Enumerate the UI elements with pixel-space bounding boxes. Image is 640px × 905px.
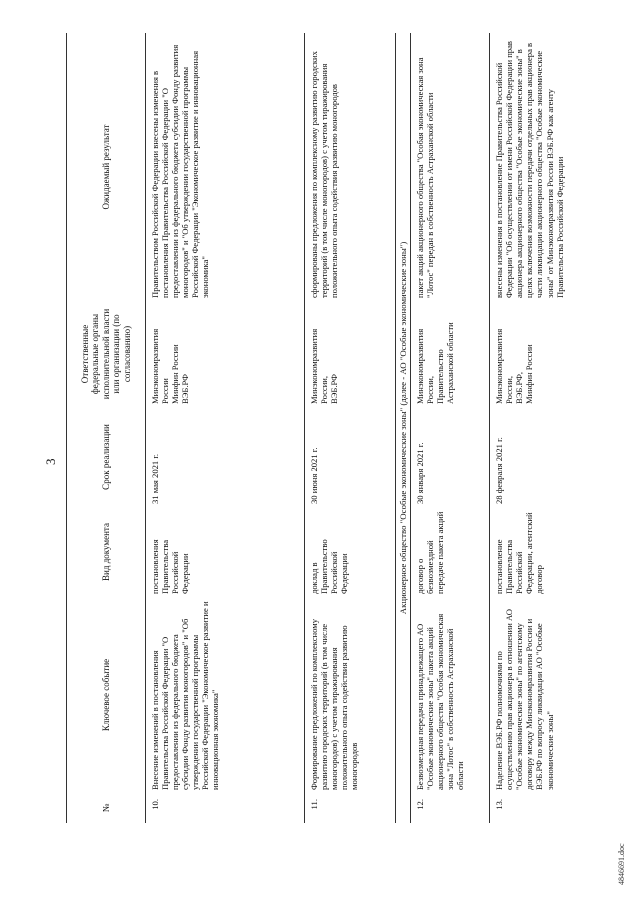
row-event: Внесение изменений в постановления Правительства Российской Федерации "О предоставлении из федерального бюджета субсидии Фонду развития моногородов" и "Об утверждении государственной программы Российской Федерации "Экономическое развитие и инновационная экономика" (146, 597, 305, 793)
header-responsible: Ответственные федеральные органы исполнительной власти или организации (по согласованию) (67, 301, 146, 407)
row-result: внесены изменения в постановление Правительства Российской Федерации "Об осуществлении от имени Российской Федерации прав акционера акционерного общества "Особые экономические зоны" в целях включения возможности передачи отдельных прав акционера в части ликвидации акционерного общества "Особые экономические зоны" от Минэкономразвития России ВЭБ.РФ как агенту Правительства Российской Федерации (490, 33, 640, 301)
section-title: Акционерное общество "Особые экономические зоны" (далее - АО "Особые экономические зоны") (398, 241, 408, 615)
section-row (396, 33, 411, 823)
header-result: Ожидаемый результат (67, 33, 146, 301)
row-doc-type: договор о безвозмездной передаче пакета акций (411, 507, 490, 597)
row-event: Безвозмездная передача принадлежащего АО "Особые экономические зоны" пакета акций акционерного общества "Особая экономическая зона "Лотос" в собственность Астраханской области (411, 597, 490, 793)
row-num: 10. (146, 793, 305, 823)
row-result: сформированы предложения по комплексному развитию городских территорий (в том числе моногородов) с учетом тиражирования положительного опыта содействия развитию моногородов (305, 33, 396, 301)
row-num: 12. (411, 793, 490, 823)
row-result: пакет акций акционерного общества "Особая экономическая зона "Лотос" передан в собственность Астраханской области (411, 33, 490, 301)
row-responsible: Минэкономразвития России, Правительство Астраханской области (411, 301, 490, 407)
row-deadline: 30 января 2021 г. (411, 407, 490, 507)
header-num: № (67, 793, 146, 823)
row-num: 11. (305, 793, 396, 823)
row-doc-type: постановление Правительства Российской Федерации, агентский договор (490, 507, 640, 597)
row-deadline: 30 июня 2021 г. (305, 407, 396, 507)
row-doc-type: доклад в Правительство Российской Федерации (305, 507, 396, 597)
row-responsible: Минэкономразвития России, ВЭБ.РФ, Минфин России (490, 301, 640, 407)
row-num: 13. (490, 793, 640, 823)
row-deadline: 28 февраля 2021 г. (490, 407, 640, 507)
header-event: Ключевое событие (67, 597, 146, 793)
table-row (146, 33, 305, 823)
header-doc-type: Вид документа (67, 507, 146, 597)
row-event: Наделение ВЭБ.РФ полномочиями по осуществлению прав акционера в отношении АО "Особые экономические зоны" по агентскому договору между Минэкономразвития России и ВЭБ.РФ по вопросу ликвидации АО "Особые экономические зоны" (490, 597, 640, 793)
row-responsible: Минэкономразвития России, ВЭБ.РФ (305, 301, 396, 407)
row-responsible: Минэкономразвития России Минфин России ВЭБ.РФ (146, 301, 305, 407)
header-deadline: Срок реализации (67, 407, 146, 507)
table-row (411, 33, 490, 823)
footer-code: 4846691.doc (617, 843, 626, 885)
table-row (490, 33, 640, 823)
row-doc-type: постановления Правительства Российской Федерации (146, 507, 305, 597)
events-table (66, 33, 640, 823)
row-result: Правительством Российской Федерации внесены изменения в постановления Правительства Российской Федерации "О предоставлении из федерального бюджета субсидии Фонду развития моногородов" и "Об утверждении государственной программы Российской Федерации "Экономическое развитие и инновационная экономика" (146, 33, 305, 301)
table-header-row (67, 33, 146, 823)
row-deadline: 31 мая 2021 г. (146, 407, 305, 507)
page-number: 3 (43, 458, 58, 465)
table-row (305, 33, 396, 823)
row-event: Формирование предложений по комплексному развитию городских территорий (в том числе моногородов) с учетом тиражирования положительного опыта содействия развитию моногородов (305, 597, 396, 793)
